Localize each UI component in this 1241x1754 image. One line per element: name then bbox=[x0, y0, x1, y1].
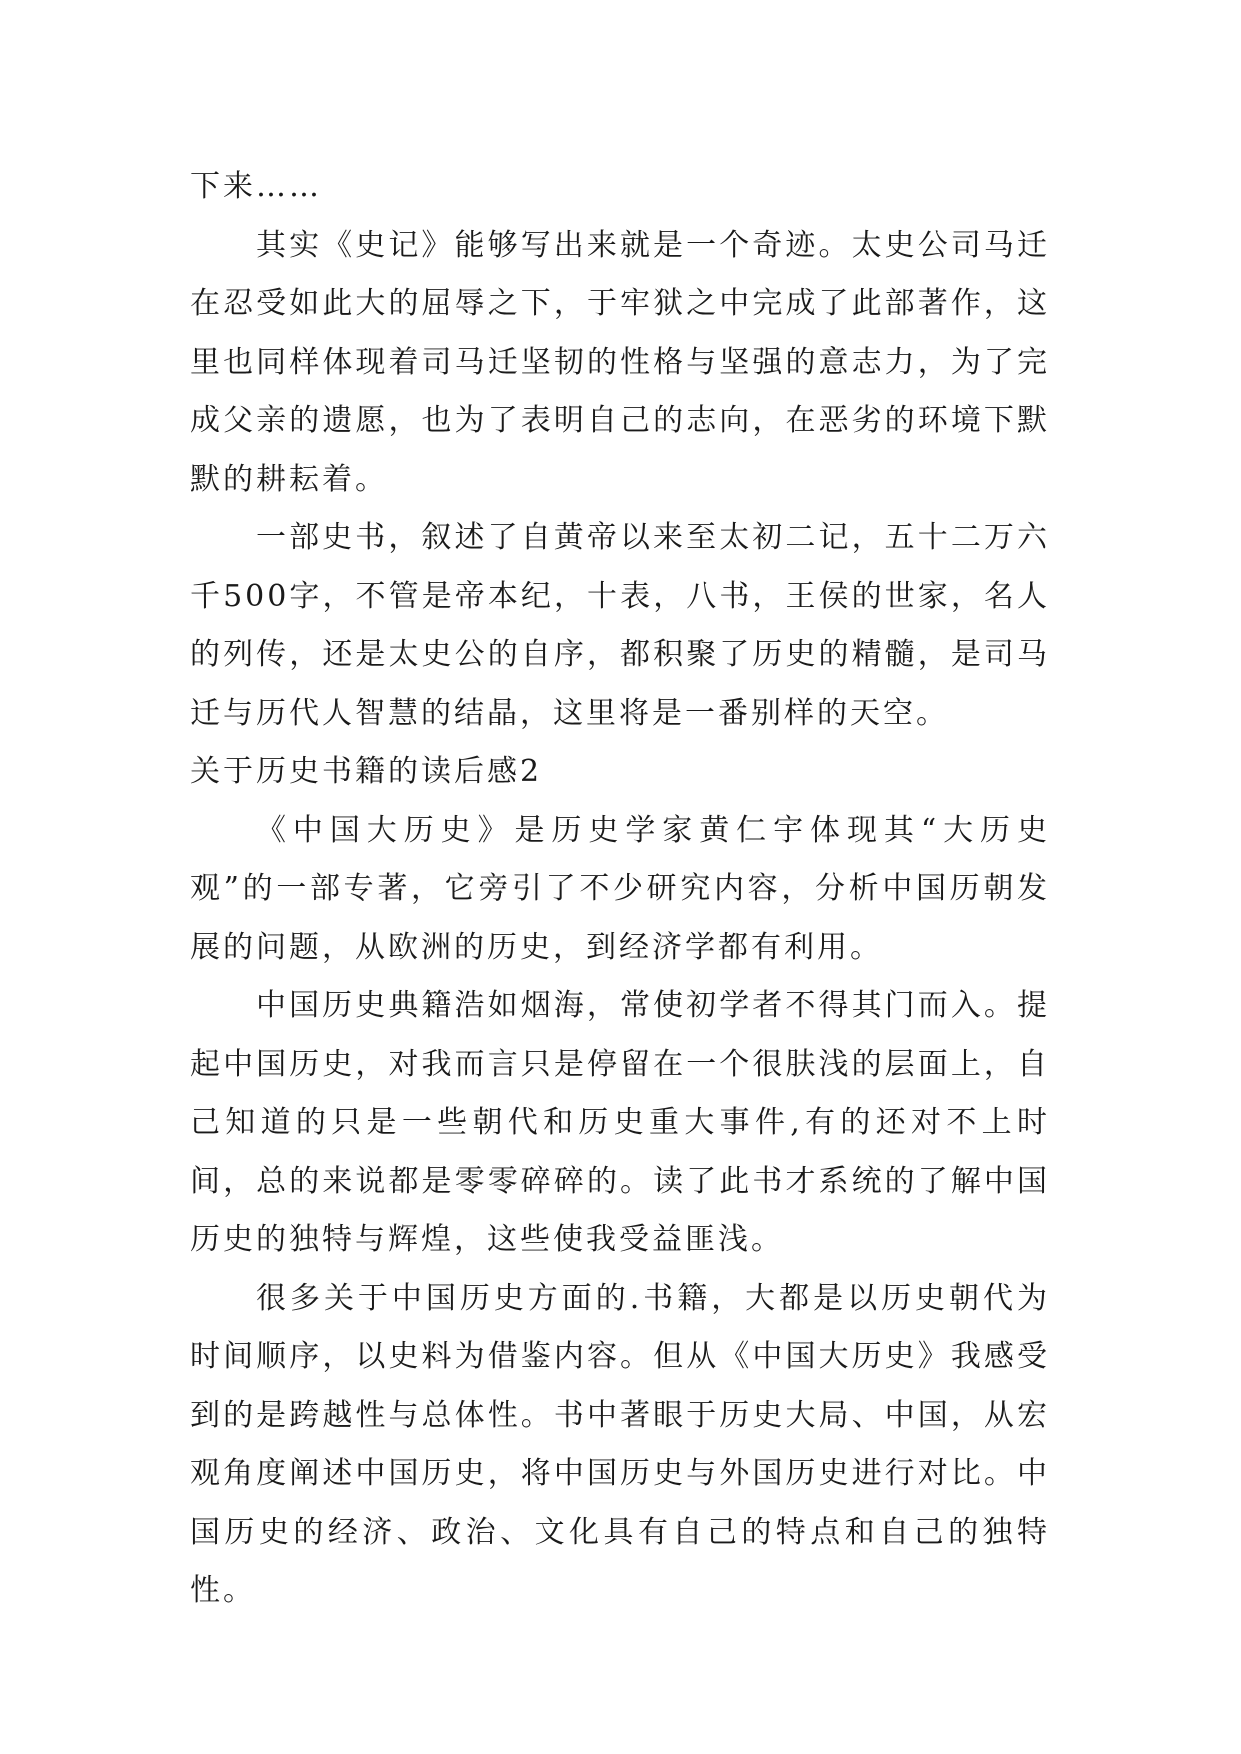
paragraph-shiji-miracle: 其实《史记》能够写出来就是一个奇迹。太史公司马迁在忍受如此大的屈辱之下，于牢狱之中完成了此部著作，这里也同样体现着司马迁坚韧的性格与坚强的意志力，为了完成父亲的遗愿，也为了表明自己的志向，在恶劣的环境下默默的耕耘着。 bbox=[190, 227, 1050, 497]
paragraph-continuation: 下来…… bbox=[190, 169, 322, 204]
paragraph-perspective: 很多关于中国历史方面的.书籍，大都是以历史朝代为时间顺序，以史料为借鉴内容。但从《中国大历史》我感受到的是跨越性与总体性。书中著眼于历史大局、中国，从宏观角度阐述中国历史，将中国历史与外国历史进行对比。中国历史的经济、政治、文化具有自己的特点和自己的独特性。 bbox=[190, 1280, 1050, 1608]
paragraph-intro-book: 《中国大历史》是历史学家黄仁宇体现其“大历史观”的一部专著，它旁引了不少研究内容，分析中国历朝发展的问题，从欧洲的历史，到经济学都有利用。 bbox=[190, 812, 1050, 965]
paragraph-shiji-content: 一部史书，叙述了自黄帝以来至太初二记，五十二万六千500字，不管是帝本纪，十表，八书，王侯的世家，名人的列传，还是太史公的自序，都积聚了历史的精髓，是司马迁与历代人智慧的结晶，这里将是一番别样的天空。 bbox=[190, 520, 1050, 731]
document-page bbox=[190, 158, 1050, 1621]
paragraph-learning: 中国历史典籍浩如烟海，常使初学者不得其门而入。提起中国历史，对我而言只是停留在一个很肤浅的层面上，自己知道的只是一些朝代和历史重大事件,有的还对不上时间，总的来说都是零零碎碎的。读了此书才系统的了解中国历史的独特与辉煌，这些使我受益匪浅。 bbox=[190, 988, 1050, 1257]
section-heading: 关于历史书籍的读后感2 bbox=[190, 754, 543, 789]
